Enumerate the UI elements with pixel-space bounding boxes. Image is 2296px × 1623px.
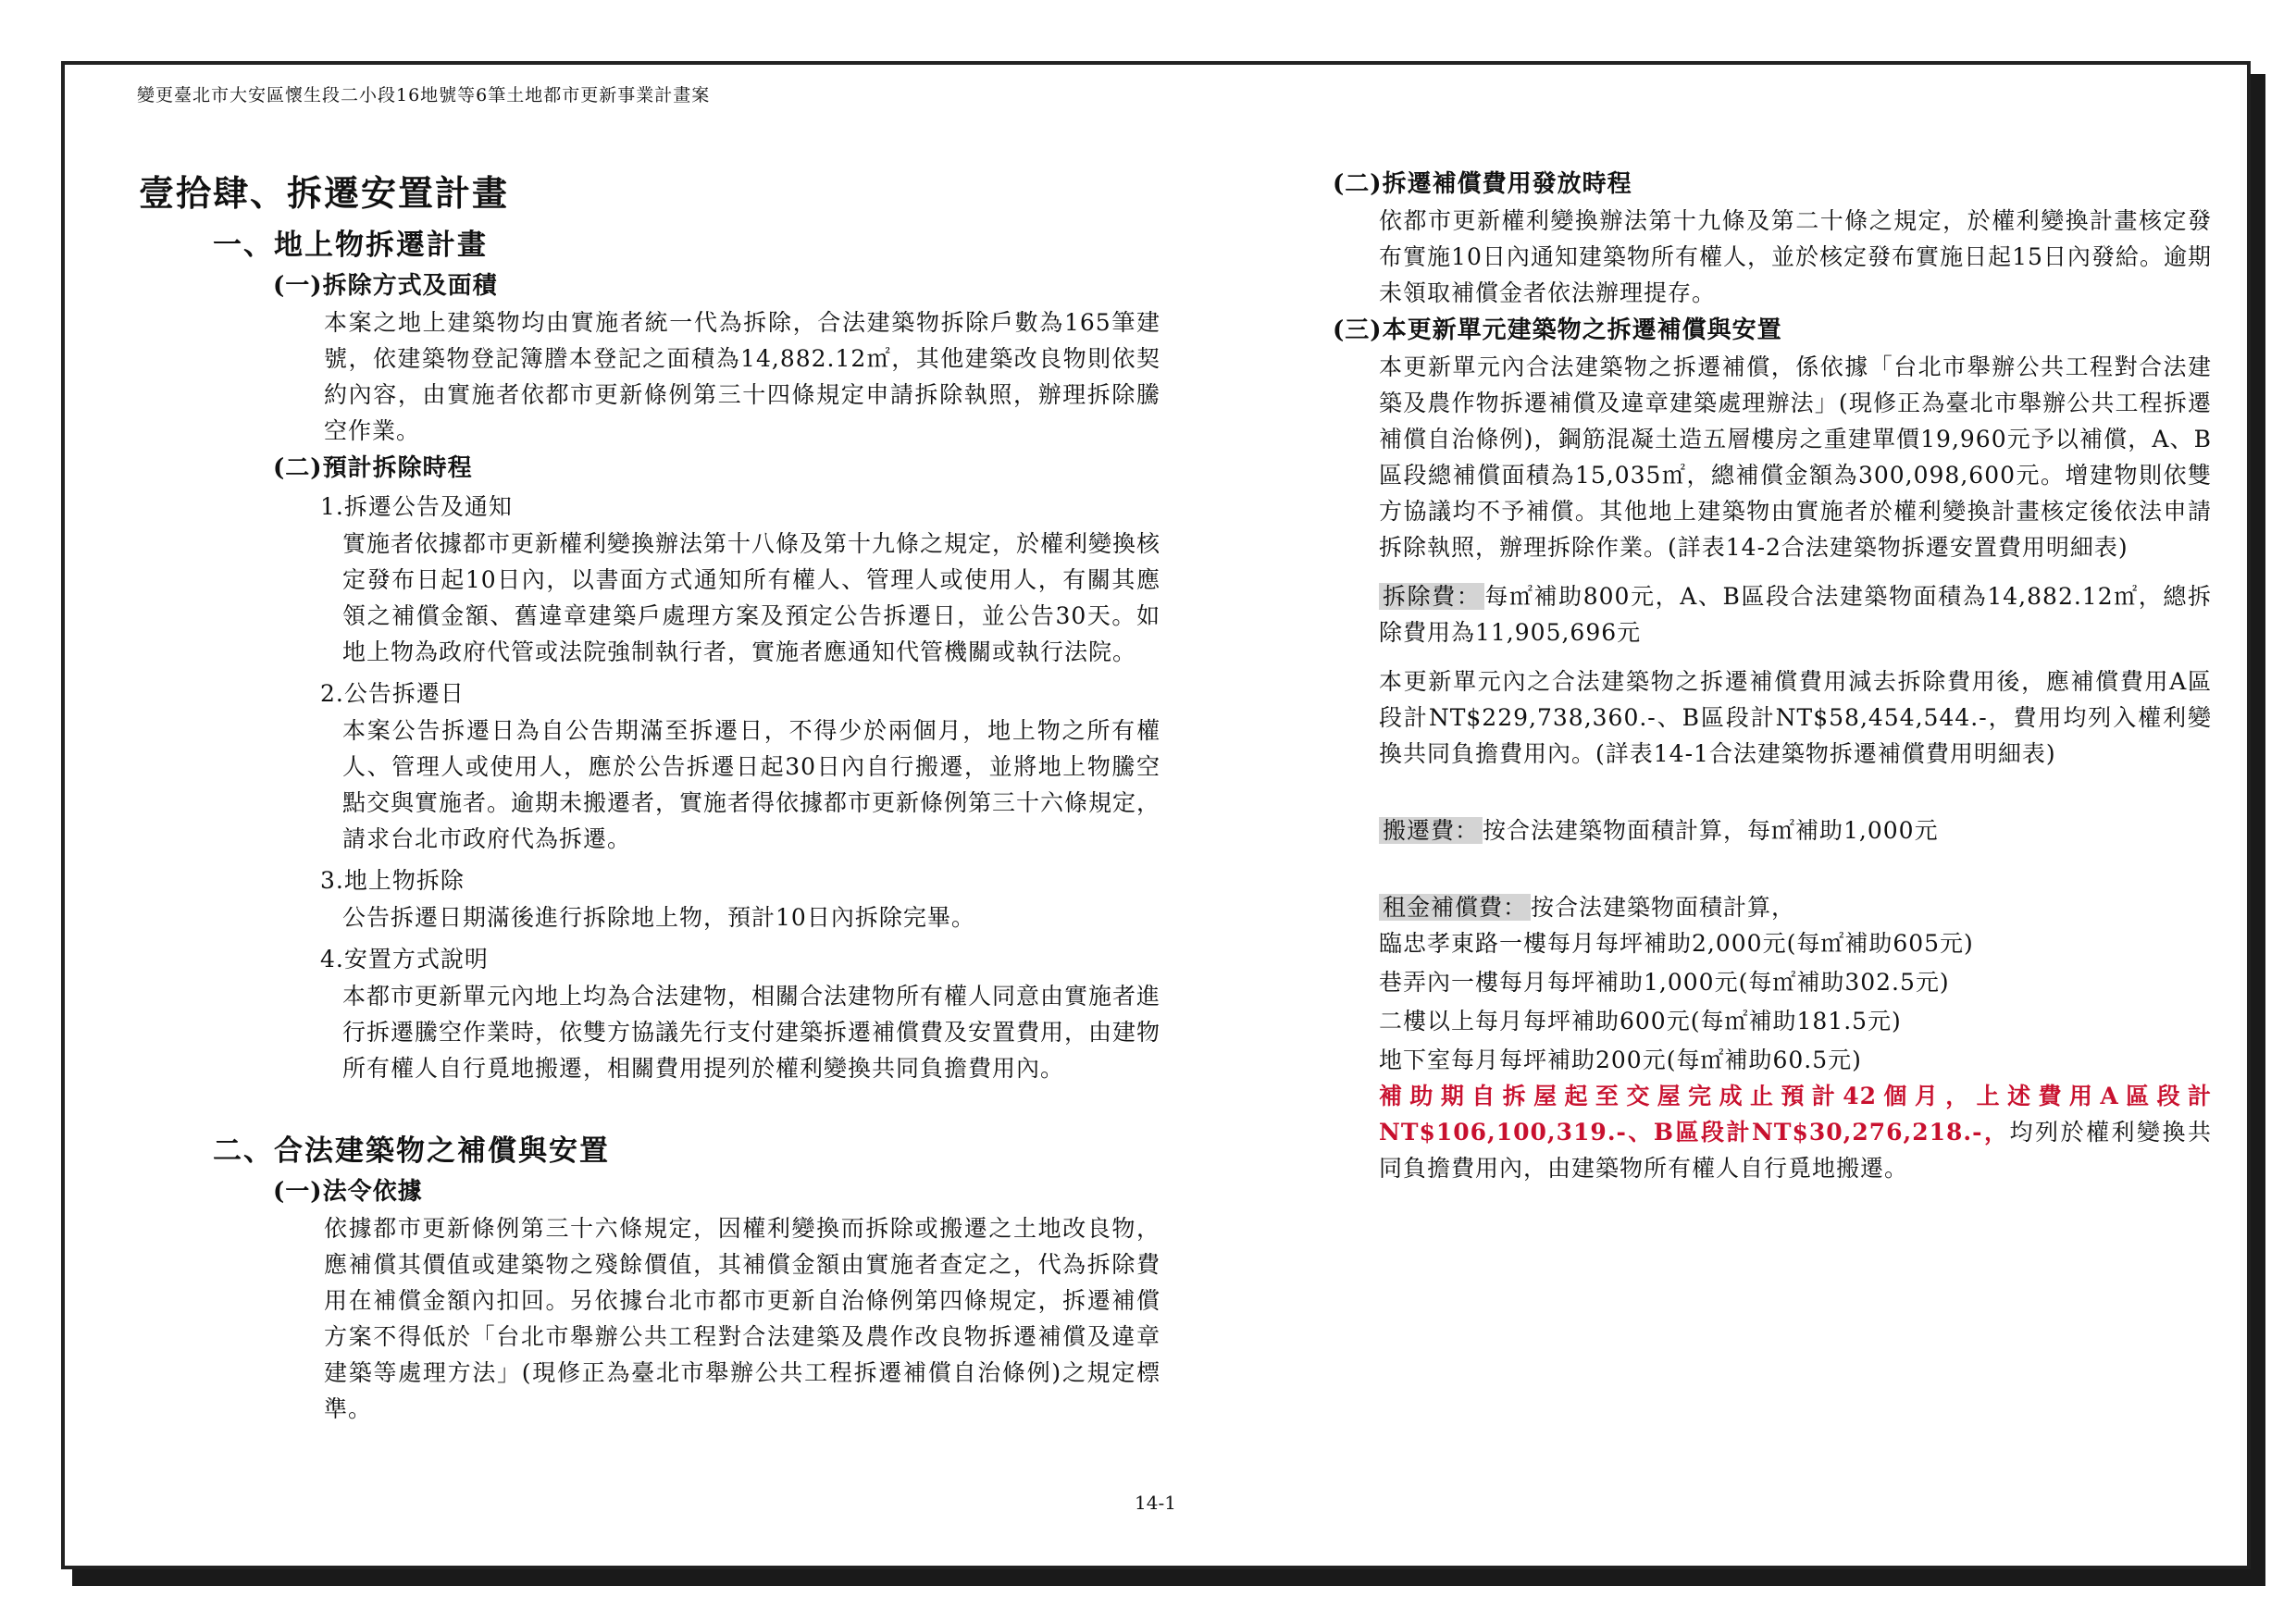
paragraph: 本都市更新單元內地上均為合法建物，相關合法建物所有權人同意由實施者進行拆遷騰空作業時，依雙方協議先行支付建築拆遷補償費及安置費用，由建物所有權人自行覓地搬遷，相關費用提列於權利變換共同負擔費用內。 — [342, 983, 1161, 1082]
item-title: 1.拆遷公告及通知 — [320, 493, 513, 520]
rent-line: 二樓以上每月每坪補助600元(每㎡補助181.5元) — [1379, 1008, 1902, 1035]
section-title: 二、合法建築物之補償與安置 — [213, 1134, 610, 1168]
chapter-title: 壹拾肆、拆遷安置計畫 — [139, 172, 510, 214]
paragraph: 依據都市更新條例第三十六條規定，因權利變換而拆除或搬遷之土地改良物，應補償其價值或建築物之殘餘價值，其補償金額由實施者查定之，代為拆除費用在補償金額內扣回。另依據台北市都市更新自治條例第四條規定，拆遷補償方案不得低於「台北市舉辦公共工程對合法建築及農作改良物拆遷補償及違章建築等處理方法」(現修正為臺北市舉辦公共工程拆遷補償自治條例)之規定標準。 — [324, 1215, 1160, 1422]
subsidy-paragraph — [1379, 1078, 2212, 1186]
demolition-fee-paragraph — [1379, 578, 2212, 650]
spacer — [1333, 565, 2212, 578]
subsection-title: (二)拆遷補償費用發放時程 — [1333, 170, 1632, 198]
item-title: 3.地上物拆除 — [320, 867, 465, 894]
right-column — [1333, 165, 2212, 1186]
subsection-title: (三)本更新單元建築物之拆遷補償與安置 — [1333, 316, 1782, 344]
paragraph: 依都市更新權利變換辦法第十九條及第二十條之規定，於權利變換計畫核定發布實施10日內通知建築物所有權人，並於核定發布實施日起15日內發給。逾期未領取補償金者依法辦理提存。 — [1379, 207, 2212, 306]
rent-line: 巷弄內一樓每月每坪補助1,000元(每㎡補助302.5元) — [1379, 969, 1950, 996]
rent-line: 地下室每月每坪補助200元(每㎡補助60.5元) — [1379, 1047, 1862, 1073]
paragraph: 實施者依據都市更新權利變換辦法第十八條及第十九條之規定，於權利變換核定發布日起10日內，以書面方式通知所有權人、管理人或使用人，有關其應領之補償金額、舊違章建築戶處理方案及預定公告拆遷日，並公告30天。如地上物為政府代管或法院強制執行者，實施者應通知代管機關或執行法院。 — [342, 530, 1161, 665]
subsection-title: (一)法令依據 — [273, 1178, 423, 1206]
rent-fee-text: 按合法建築物面積計算， — [1531, 894, 1796, 921]
rent-line: 臨忠孝東路一樓每月每坪補助2,000元(每㎡補助605元) — [1379, 930, 1974, 957]
spacer — [139, 1086, 1166, 1127]
moving-fee-paragraph — [1379, 812, 2212, 849]
moving-fee-text: 按合法建築物面積計算，每㎡補助1,000元 — [1483, 817, 1939, 844]
paragraph: 本更新單元內之合法建築物之拆遷補償費用減去拆除費用後，應補償費用A區段計NT$229,738,360.-、B區段計NT$58,454,544.-，費用均列入權利變換共同負擔費用內。(詳表14-1合法建築物拆遷補償費用明細表) — [1379, 668, 2212, 767]
subsidy-tail-text: 均列於權利變換共同負擔費用內，由建築物所有權人自行覓地搬遷。 — [1379, 1119, 2212, 1182]
spacer — [1333, 876, 2212, 889]
subsection-title: (一)拆除方式及面積 — [273, 272, 498, 300]
item-title: 2.公告拆遷日 — [320, 680, 465, 707]
moving-fee-label: 搬遷費： — [1379, 817, 1483, 844]
running-header: 變更臺北市大安區懷生段二小段16地號等6筆土地都市更新事業計畫案 — [137, 85, 711, 105]
spacer — [1333, 650, 2212, 663]
paragraph: 本案公告拆遷日為自公告期滿至拆遷日，不得少於兩個月，地上物之所有權人、管理人或使用人，應於公告拆遷日起30日內自行搬遷，並將地上物騰空點交與實施者。逾期未搬遷者，實施者得依據都市更新條例第三十六條規定，請求台北市政府代為拆遷。 — [342, 717, 1161, 852]
item-title: 4.安置方式說明 — [320, 946, 489, 973]
paragraph: 本案之地上建築物均由實施者統一代為拆除，合法建築物拆除戶數為165筆建號，依建築物登記簿謄本登記之面積為14,882.12㎡，其他建築改良物則依契約內容，由實施者依都市更新條例第三十四條規定申請拆除執照，辦理拆除騰空作業。 — [324, 309, 1160, 444]
rent-fee-paragraph — [1379, 889, 2212, 925]
paragraph: 本更新單元內合法建築物之拆遷補償，係依據「台北市舉辦公共工程對合法建築及農作物拆遷補償及違章建築處理辦法」(現修正為臺北市舉辦公共工程拆遷補償自治條例)，鋼筋混凝土造五層樓房之重建單價19,960元予以補償，A、B區段總補償面積為15,035㎡，總補償金額為300,098,600元。增建物則依雙方協議均不予補償。其他地上建築物由實施者於權利變換計畫核定後依法申請拆除執照，辦理拆除作業。(詳表14-2合法建築物拆遷安置費用明細表) — [1379, 353, 2212, 561]
page-number: 14-1 — [1135, 1492, 1176, 1514]
spacer — [1333, 772, 2212, 799]
section-title: 一、地上物拆遷計畫 — [213, 229, 488, 262]
subsection-title: (二)預計拆除時程 — [273, 454, 473, 482]
left-column — [139, 165, 1166, 1427]
demolition-fee-label: 拆除費： — [1379, 583, 1484, 610]
spacer — [1333, 849, 2212, 876]
spacer — [1333, 799, 2212, 812]
rent-fee-label: 租金補償費： — [1379, 894, 1531, 921]
demolition-fee-text: 每㎡補助800元，A、B區段合法建築物面積為14,882.12㎡，總拆除費用為11,905,696元 — [1379, 583, 2212, 646]
paragraph: 公告拆遷日期滿後進行拆除地上物，預計10日內拆除完畢。 — [342, 904, 975, 931]
subsidy-highlight-text: 補助期自拆屋起至交屋完成止預計42個月，上述費用A區段計NT$106,100,319.-、B區段計NT$30,276,218.-， — [1379, 1083, 2212, 1146]
